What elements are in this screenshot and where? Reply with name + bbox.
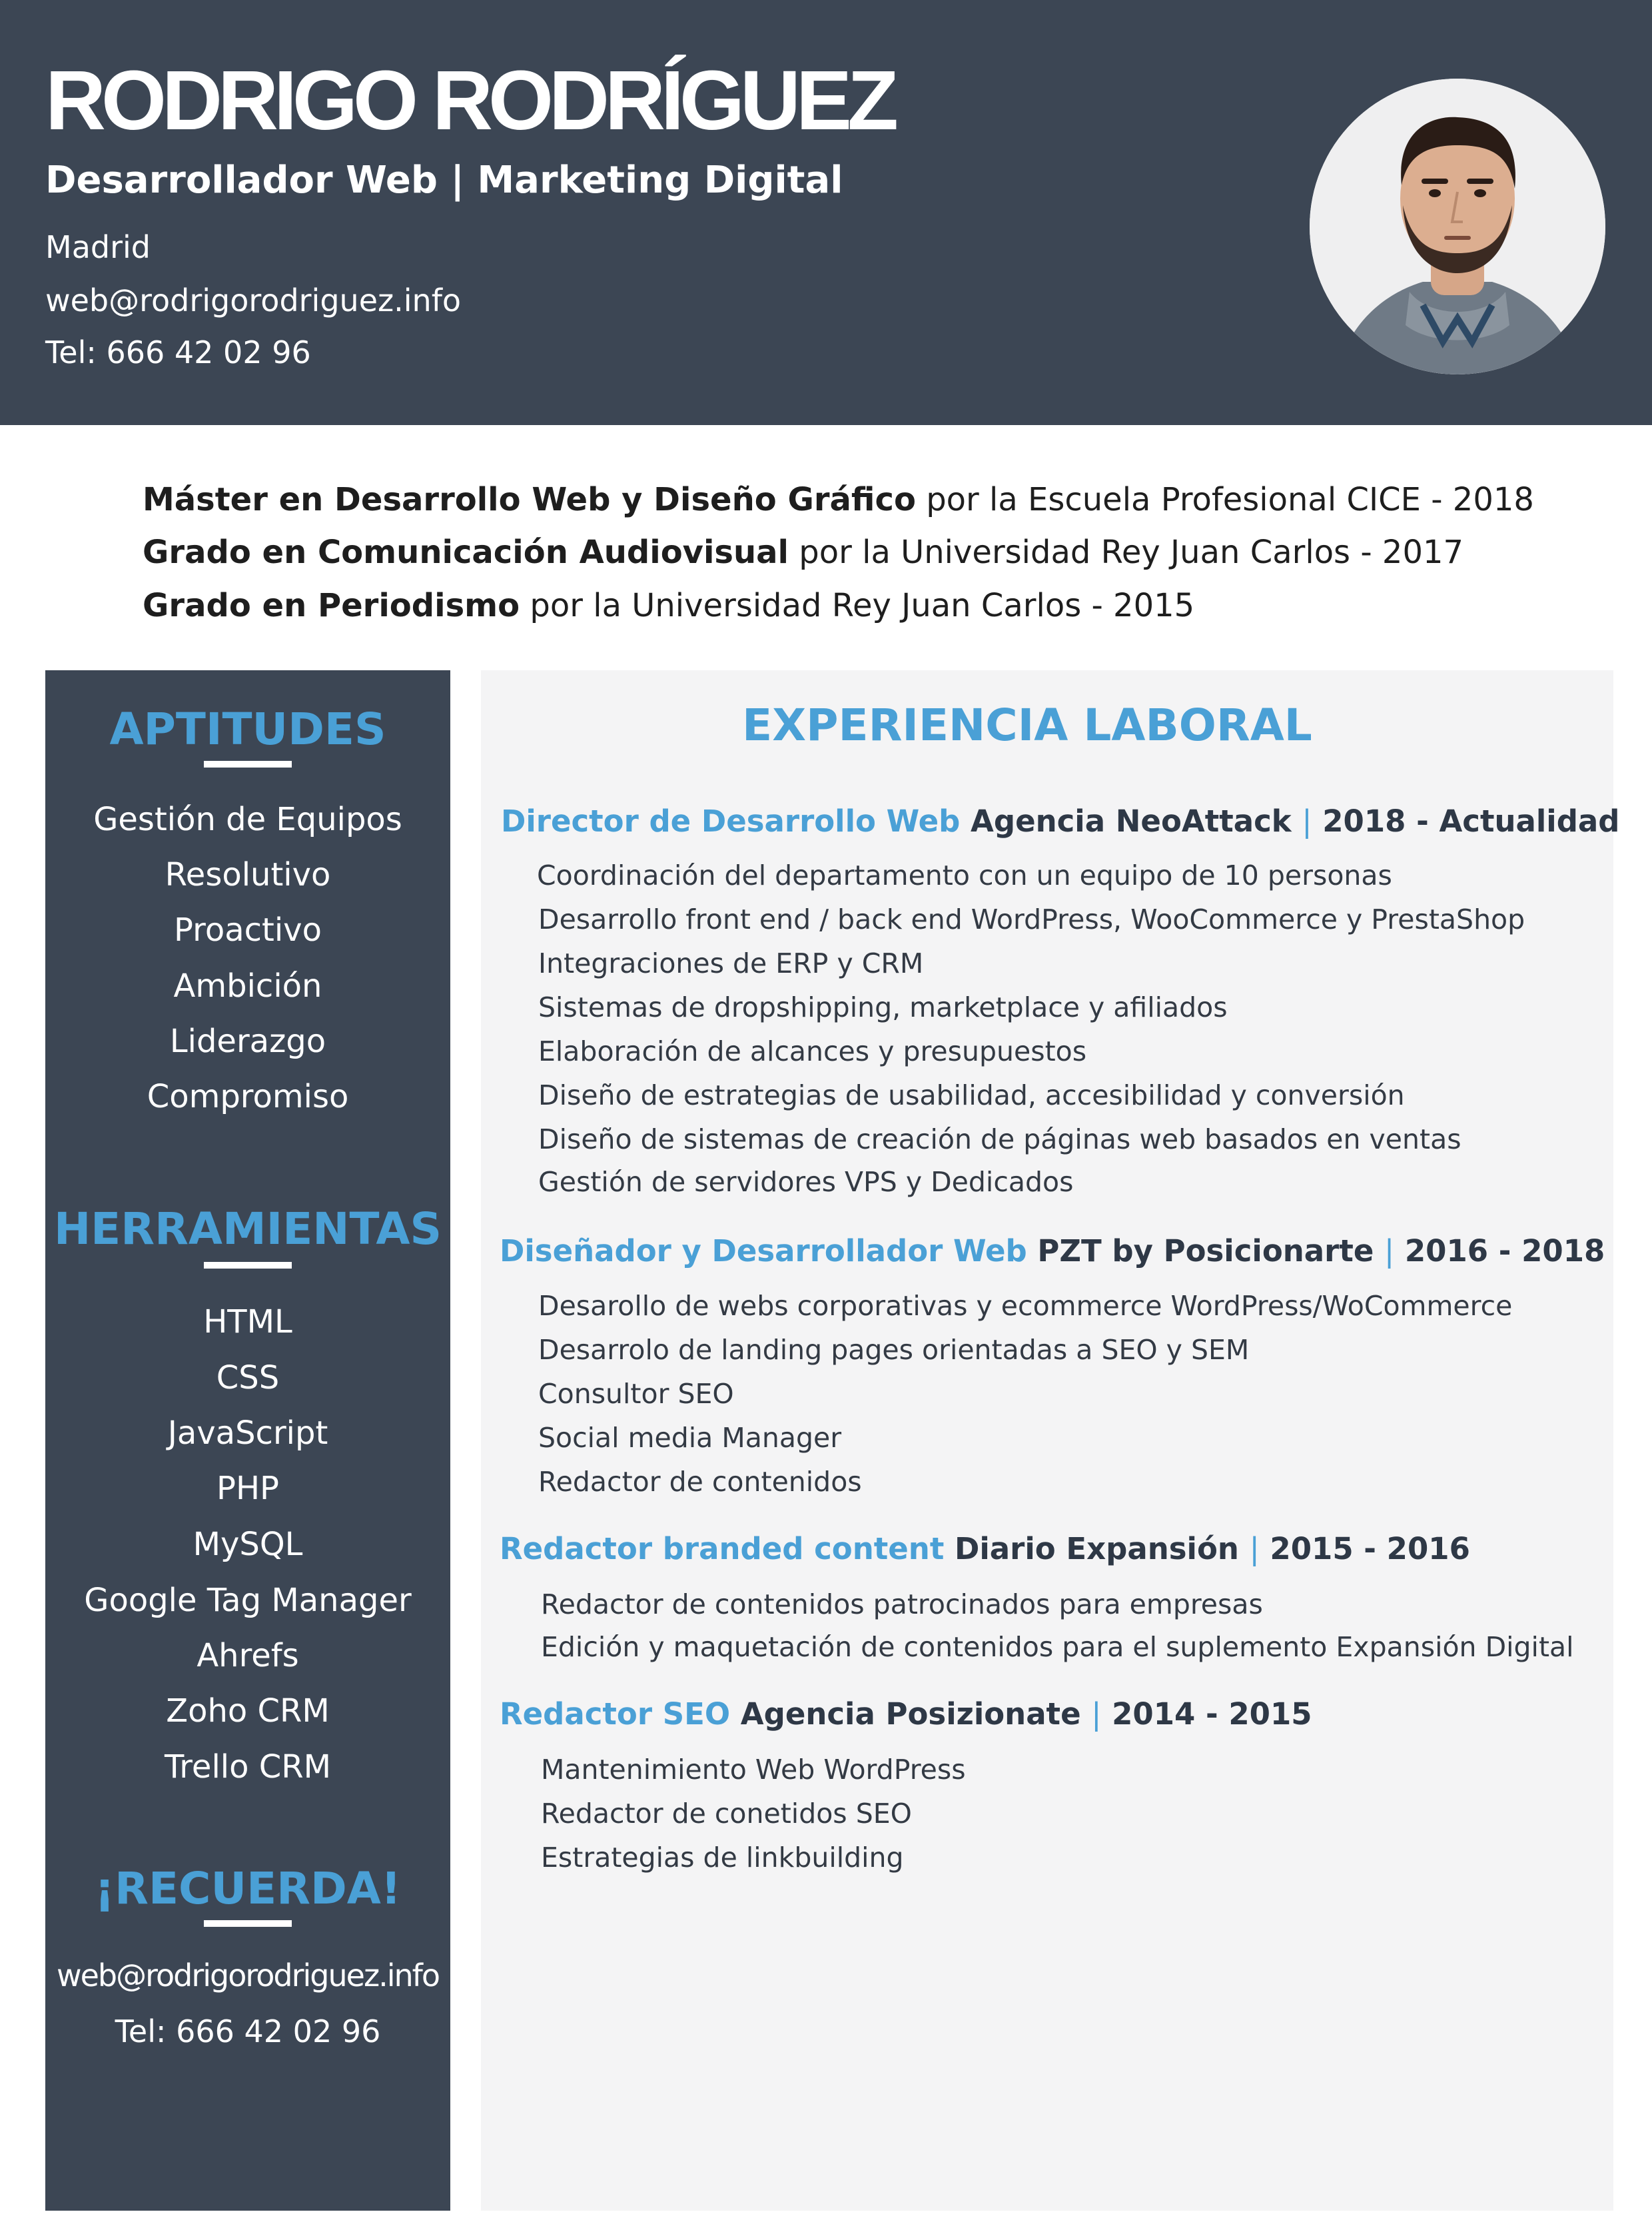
sidebar-email[interactable]: web@rodrigorodriguez.info bbox=[56, 1957, 440, 1993]
job-task: Redactor de contenidos bbox=[538, 1466, 862, 1498]
sidebar bbox=[45, 670, 450, 2211]
degree: Grado en Comunicación Audiovisual bbox=[143, 534, 789, 571]
job-task: Coordinación del departamento con un equipo de 10 personas bbox=[537, 859, 1392, 891]
education-item bbox=[143, 534, 1463, 571]
job-heading bbox=[500, 1696, 1312, 1732]
job-separator: | bbox=[1091, 1696, 1102, 1732]
job-heading bbox=[500, 1531, 1470, 1566]
job-dates: 2016 - 2018 bbox=[1394, 1233, 1605, 1269]
header bbox=[0, 0, 1652, 425]
header-phone[interactable]: Tel: 666 42 02 96 bbox=[45, 334, 311, 370]
remember-title: ¡RECUERDA! bbox=[95, 1863, 401, 1914]
job-company: Agencia NeoAttack bbox=[960, 804, 1302, 839]
job-role: Redactor SEO bbox=[500, 1696, 731, 1732]
job-task: Gestión de servidores VPS y Dedicados bbox=[538, 1166, 1074, 1198]
job-task: Desarrolo de landing pages orientadas a SEO y SEM bbox=[538, 1334, 1250, 1366]
tools-underline bbox=[204, 1262, 292, 1269]
job-task: Consultor SEO bbox=[538, 1378, 734, 1410]
job-task: Sistemas de dropshipping, marketplace y afiliados bbox=[538, 991, 1228, 1023]
tool-item: PHP bbox=[216, 1470, 279, 1507]
job-task: Diseño de estrategias de usabilidad, accesibilidad y conversión bbox=[538, 1079, 1405, 1111]
job-heading bbox=[500, 1233, 1605, 1269]
job-task: Desarollo de webs corporativas y ecommerce WordPress/WoCommerce bbox=[538, 1290, 1513, 1322]
job-task: Elaboración de alcances y presupuestos bbox=[538, 1035, 1087, 1067]
job-task: Redactor de contenidos patrocinados para empresas bbox=[541, 1588, 1263, 1620]
tool-item: Zoho CRM bbox=[166, 1692, 330, 1730]
aptitude-item: Resolutivo bbox=[165, 856, 331, 893]
job-heading bbox=[501, 804, 1620, 839]
tool-item: CSS bbox=[216, 1359, 280, 1396]
degree-detail: por la Escuela Profesional CICE - 2018 bbox=[915, 481, 1534, 518]
job-task: Integraciones de ERP y CRM bbox=[538, 947, 924, 979]
job-company: PZT by Posicionarte bbox=[1027, 1233, 1385, 1269]
job-role: Redactor branded content bbox=[500, 1531, 945, 1566]
job-task: Desarrollo front end / back end WordPress, WooCommerce y PrestaShop bbox=[538, 903, 1525, 935]
job-task: Redactor de conetidos SEO bbox=[541, 1798, 912, 1830]
aptitudes-title: APTITUDES bbox=[109, 704, 386, 755]
job-separator: | bbox=[1302, 804, 1312, 839]
job-role: Diseñador y Desarrollador Web bbox=[500, 1233, 1027, 1269]
job-company: Diario Expansión bbox=[944, 1531, 1250, 1566]
header-email[interactable]: web@rodrigorodriguez.info bbox=[45, 282, 462, 318]
job-separator: | bbox=[1384, 1233, 1395, 1269]
aptitude-item: Ambición bbox=[173, 967, 322, 1005]
education-item bbox=[143, 481, 1534, 518]
tool-item: JavaScript bbox=[167, 1414, 328, 1452]
job-dates: 2015 - 2016 bbox=[1259, 1531, 1470, 1566]
tool-item: Trello CRM bbox=[164, 1748, 332, 1786]
experience-panel bbox=[481, 670, 1620, 2211]
tool-item: HTML bbox=[203, 1303, 292, 1341]
job-dates: 2018 - Actualidad bbox=[1312, 804, 1620, 839]
aptitude-item: Gestión de Equipos bbox=[93, 801, 402, 838]
job-role: Director de Desarrollo Web bbox=[501, 804, 961, 839]
aptitudes-underline bbox=[204, 761, 292, 768]
job-task: Social media Manager bbox=[538, 1422, 842, 1454]
tools-title: HERRAMIENTAS bbox=[53, 1203, 442, 1255]
tool-item: Ahrefs bbox=[197, 1637, 299, 1674]
education-item bbox=[143, 587, 1194, 624]
job-task: Estrategias de linkbuilding bbox=[541, 1842, 904, 1874]
job-task: Diseño de sistemas de creación de páginas web basados en ventas bbox=[538, 1123, 1461, 1155]
tool-item: Google Tag Manager bbox=[84, 1582, 412, 1619]
job-title: Desarrollador Web | Marketing Digital bbox=[45, 159, 843, 202]
remember-underline bbox=[204, 1920, 292, 1927]
degree: Máster en Desarrollo Web y Diseño Gráfico bbox=[143, 481, 916, 518]
aptitude-item: Proactivo bbox=[174, 911, 322, 949]
aptitude-item: Compromiso bbox=[147, 1078, 349, 1115]
person-photo-icon bbox=[1310, 79, 1605, 374]
profile-photo bbox=[1310, 79, 1605, 374]
person-name: RODRIGO RODRÍGUEZ bbox=[45, 53, 895, 147]
degree-detail: por la Universidad Rey Juan Carlos - 2015 bbox=[520, 587, 1195, 624]
degree-detail: por la Universidad Rey Juan Carlos - 2017 bbox=[789, 534, 1464, 571]
degree: Grado en Periodismo bbox=[143, 587, 520, 624]
tool-item: MySQL bbox=[193, 1526, 303, 1563]
job-task: Mantenimiento Web WordPress bbox=[541, 1754, 966, 1786]
sidebar-phone[interactable]: Tel: 666 42 02 96 bbox=[115, 2013, 381, 2049]
job-company: Agencia Posizionate bbox=[730, 1696, 1092, 1732]
job-task: Edición y maquetación de contenidos para el suplemento Expansión Digital bbox=[541, 1631, 1574, 1663]
experience-title: EXPERIENCIA LABORAL bbox=[742, 700, 1312, 751]
job-dates: 2014 - 2015 bbox=[1101, 1696, 1312, 1732]
city: Madrid bbox=[45, 229, 151, 265]
job-separator: | bbox=[1249, 1531, 1260, 1566]
aptitude-item: Liderazgo bbox=[169, 1023, 326, 1060]
